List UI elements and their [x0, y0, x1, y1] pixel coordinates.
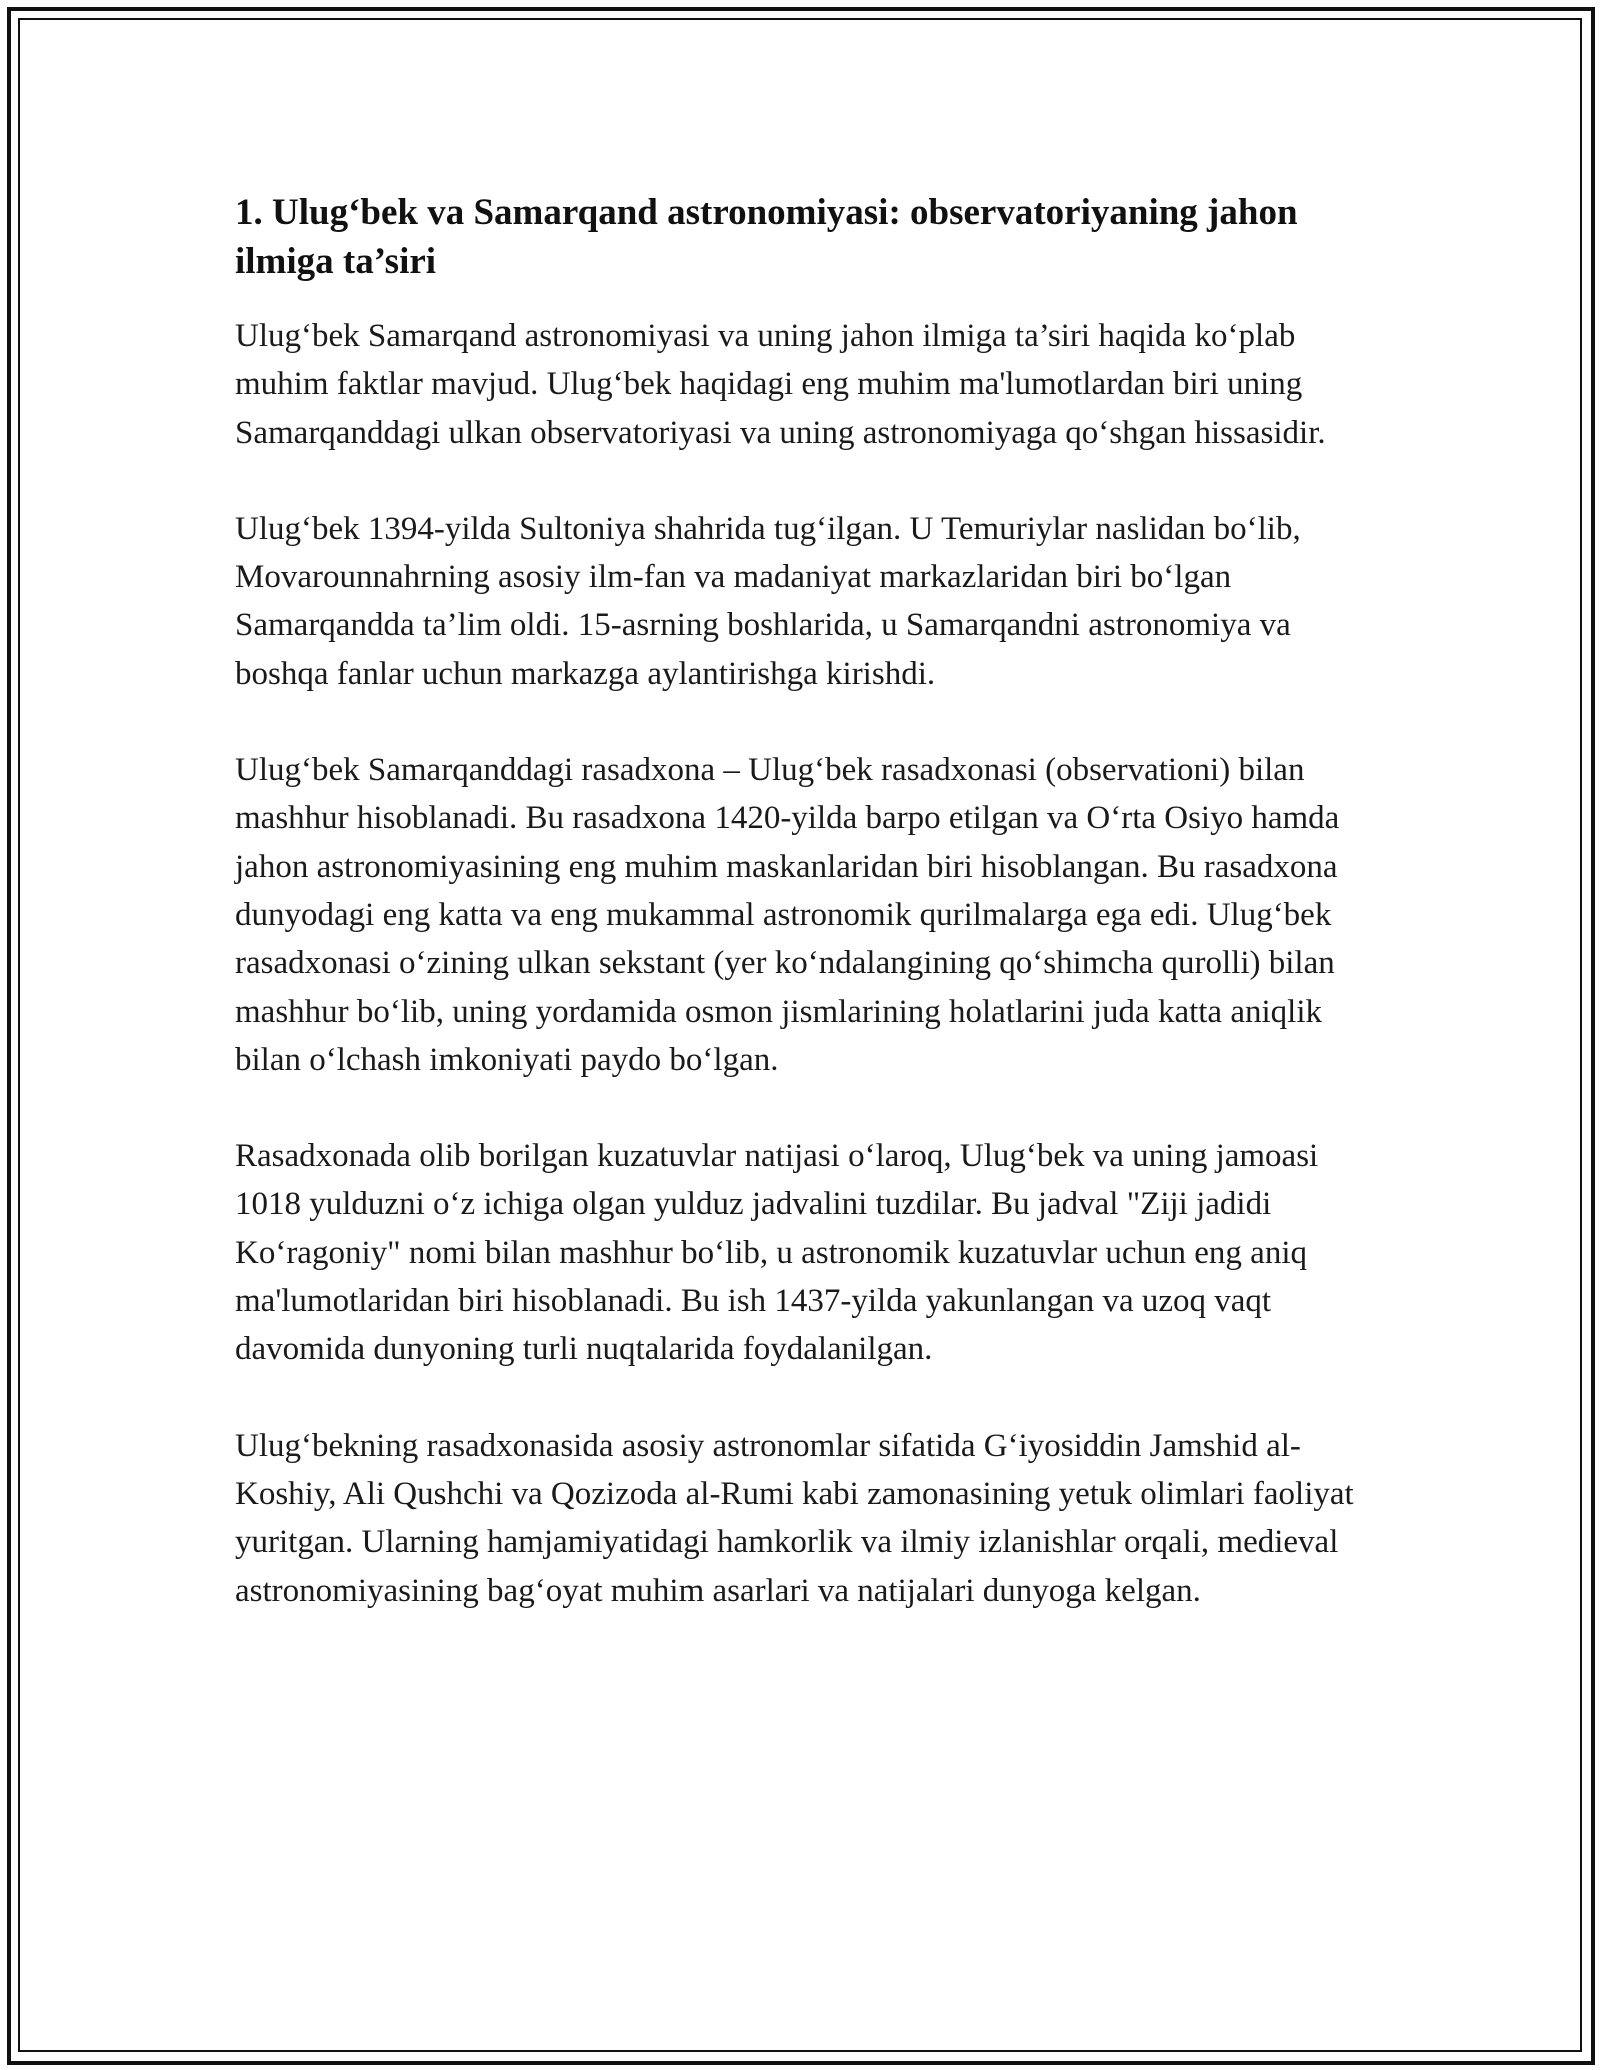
paragraph-intro: Ulug‘bek Samarqand astronomiyasi va uning jahon ilmiga ta’siri haqida ko‘plab muhim faktlar mavjud. Ulug‘bek haqidagi eng muhim ma'lumotlardan biri uning Samarqanddagi ulkan observatoriyasi va uning astronomiyaga qo‘shgan hissasidir. — [235, 318, 1326, 451]
paragraph-astronomers: Ulug‘bekning rasadxonasida asosiy astronomlar sifatida G‘iyosiddin Jamshid al-Koshiy, Ali Qushchi va Qozizoda al-Rumi kabi zamonasining yetuk olimlari faoliyat yuritgan. Ularning hamjamiyatidagi hamkorlik va ilmiy izlanishlar orqali, medieval astronomiyasining bag‘oyat muhim asarlari va natijalari dunyoga kelgan. — [235, 1427, 1354, 1609]
paragraph-biography: Ulug‘bek 1394-yilda Sultoniya shahrida tug‘ilgan. U Temuriylar naslidan bo‘lib, Movarounnahrning asosiy ilm-fan va madaniyat markazlaridan biri bo‘lgan Samarqandda ta’lim oldi. 15-asrning boshlarida, u Samarqandni astronomiya va boshqa fanlar uchun markazga aylantirishga kirishdi. — [235, 510, 1301, 692]
document-title: 1. Ulug‘bek va Samarqand astronomiyasi: observatoriyaning jahon ilmiga ta’siri — [235, 192, 1298, 282]
paragraph-observatory: Ulug‘bek Samarqanddagi rasadxona – Ulug‘bek rasadxonasi (observationi) bilan mashhur hisoblanadi. Bu rasadxona 1420-yilda barpo etilgan va O‘rta Osiyo hamda jahon astronomiyasining eng muhim maskanlaridan biri hisoblangan. Bu rasadxona dunyodagi eng katta va eng mukammal astronomik qurilmalarga ega edi. Ulug‘bek rasadxonasi o‘zining ulkan sekstant (yer ko‘ndalangining qo‘shimcha qurolli) bilan mashhur bo‘lib, uning yordamida osmon jismlarining holatlarini juda katta aniqlik bilan o‘lchash imkoniyati paydo bo‘lgan. — [235, 752, 1340, 1078]
document-body — [235, 188, 1385, 1663]
paragraph-star-catalog: Rasadxonada olib borilgan kuzatuvlar natijasi o‘laroq, Ulug‘bek va uning jamoasi 1018 yulduzni o‘z ichiga olgan yulduz jadvalini tuzdilar. Bu jadval "Ziji jadidi Ko‘ragoniy" nomi bilan mashhur bo‘lib, u astronomik kuzatuvlar uchun eng aniq ma'lumotlaridan biri hisoblanadi. Bu ish 1437-yilda yakunlangan va uzoq vaqt davomida dunyoning turli nuqtalarida foydalanilgan. — [235, 1138, 1319, 1368]
